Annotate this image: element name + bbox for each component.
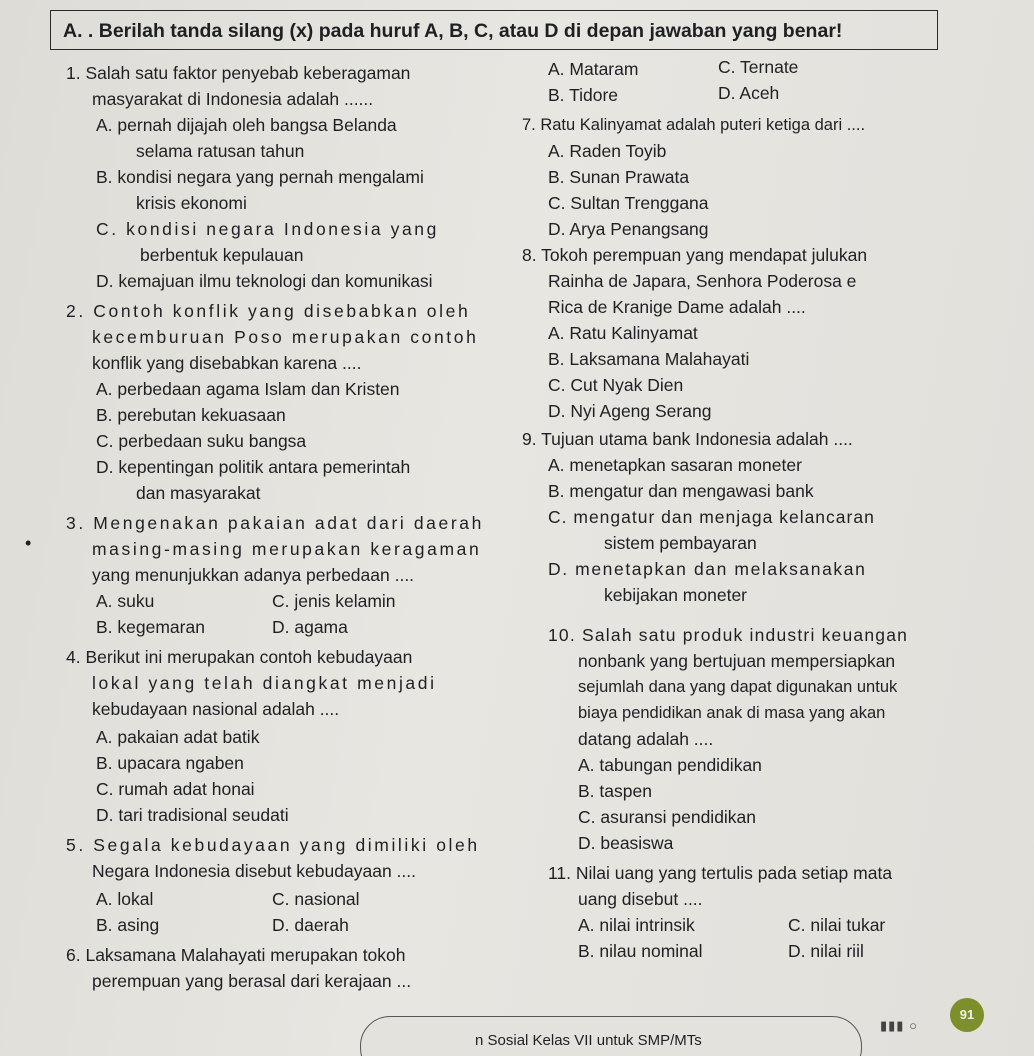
- q4-option-a[interactable]: A. pakaian adat batik: [96, 727, 260, 747]
- q2-stem-line2: kecemburuan Poso merupakan contoh: [92, 327, 479, 347]
- footer-book-title: n Sosial Kelas VII untuk SMP/MTs: [475, 1032, 702, 1049]
- q10-stem-line5: datang adalah ....: [578, 729, 714, 749]
- q9-option-b[interactable]: B. mengatur dan mengawasi bank: [548, 481, 814, 501]
- q9-option-a[interactable]: A. menetapkan sasaran moneter: [548, 455, 802, 475]
- q7-option-d[interactable]: D. Arya Penangsang: [548, 219, 709, 239]
- q10-option-b[interactable]: B. taspen: [578, 781, 652, 801]
- q9-stem-line1: 9. Tujuan utama bank Indonesia adalah ....: [522, 429, 853, 449]
- q8-stem-line2: Rainha de Japara, Senhora Poderosa e: [548, 271, 857, 291]
- q11-option-a[interactable]: A. nilai intrinsik: [578, 915, 695, 935]
- q11-stem-line1: 11. Nilai uang yang tertulis pada setiap mata: [548, 863, 893, 883]
- stray-dot: •: [25, 533, 32, 553]
- q11-option-b[interactable]: B. nilau nominal: [578, 941, 703, 961]
- q3-stem-line1: 3. Mengenakan pakaian adat dari daerah: [66, 513, 484, 533]
- q2-option-c[interactable]: C. perbedaan suku bangsa: [96, 431, 307, 451]
- q3-option-c[interactable]: C. jenis kelamin: [272, 591, 396, 611]
- q5-option-b[interactable]: B. asing: [96, 915, 160, 935]
- q5-option-c[interactable]: C. nasional: [272, 889, 360, 909]
- q10-option-a[interactable]: A. tabungan pendidikan: [578, 755, 762, 775]
- q11-stem-line2: uang disebut ....: [578, 889, 703, 909]
- q1-stem-line2: masyarakat di Indonesia adalah ......: [92, 89, 374, 109]
- q7-option-c[interactable]: C. Sultan Trenggana: [548, 193, 709, 213]
- q5-stem-line1: 5. Segala kebudayaan yang dimiliki oleh: [66, 835, 480, 855]
- q3-stem-line3: yang menunjukkan adanya perbedaan ....: [92, 565, 415, 585]
- q10-option-c[interactable]: C. asuransi pendidikan: [578, 807, 757, 827]
- q6-option-c[interactable]: C. Ternate: [718, 57, 799, 77]
- q11-option-d[interactable]: D. nilai riil: [788, 941, 864, 961]
- q10-stem-line3: sejumlah dana yang dapat digunakan untuk: [578, 678, 898, 696]
- q2-stem-line3: konflik yang disebabkan karena ....: [92, 353, 362, 373]
- q10-stem-line2: nonbank yang bertujuan mempersiapkan: [578, 651, 896, 671]
- q4-option-d[interactable]: D. tari tradisional seudati: [96, 805, 289, 825]
- q9-option-c-cont: sistem pembayaran: [604, 533, 757, 553]
- q10-stem-line1: 10. Salah satu produk industri keuangan: [548, 625, 909, 645]
- q6-stem-line1: 6. Laksamana Malahayati merupakan tokoh: [66, 945, 406, 965]
- q7-stem-line1: 7. Ratu Kalinyamat adalah puteri ketiga dari ....: [522, 116, 866, 134]
- q10-option-d[interactable]: D. beasiswa: [578, 833, 674, 853]
- q2-stem-line1: 2. Contoh konflik yang disebabkan oleh: [66, 301, 471, 321]
- q2-option-d-cont: dan masyarakat: [136, 483, 261, 503]
- q9-option-d[interactable]: D. menetapkan dan melaksanakan: [548, 559, 867, 579]
- q1-option-b-cont: krisis ekonomi: [136, 193, 247, 213]
- q1-option-b[interactable]: B. kondisi negara yang pernah mengalami: [96, 167, 424, 187]
- q1-option-a[interactable]: A. pernah dijajah oleh bangsa Belanda: [96, 115, 397, 135]
- q6-option-d[interactable]: D. Aceh: [718, 83, 780, 103]
- q1-option-d[interactable]: D. kemajuan ilmu teknologi dan komunikasi: [96, 271, 433, 291]
- page-number-badge: 91: [950, 998, 984, 1032]
- q6-stem-line2: perempuan yang berasal dari kerajaan ...: [92, 971, 412, 991]
- q8-stem-line3: Rica de Kranige Dame adalah ....: [548, 297, 806, 317]
- q4-option-c[interactable]: C. rumah adat honai: [96, 779, 255, 799]
- q6-option-a[interactable]: A. Mataram: [548, 59, 639, 79]
- q7-option-b[interactable]: B. Sunan Prawata: [548, 167, 690, 187]
- q10-stem-line4: biaya pendidikan anak di masa yang akan: [578, 704, 886, 722]
- q3-stem-line2: masing-masing merupakan keragaman: [92, 539, 482, 559]
- q3-option-a[interactable]: A. suku: [96, 591, 155, 611]
- q2-option-a[interactable]: A. perbedaan agama Islam dan Kristen: [96, 379, 400, 399]
- q5-option-a[interactable]: A. lokal: [96, 889, 154, 909]
- q3-option-d[interactable]: D. agama: [272, 617, 348, 637]
- q4-stem-line1: 4. Berikut ini merupakan contoh kebudayaan: [66, 647, 413, 667]
- q4-option-b[interactable]: B. upacara ngaben: [96, 753, 244, 773]
- q8-stem-line1: 8. Tokoh perempuan yang mendapat julukan: [522, 245, 868, 265]
- q6-option-b[interactable]: B. Tidore: [548, 85, 619, 105]
- q4-stem-line3: kebudayaan nasional adalah ....: [92, 699, 340, 719]
- q1-option-c[interactable]: C. kondisi negara Indonesia yang: [96, 219, 439, 239]
- q1-stem-line1: 1. Salah satu faktor penyebab keberagaman: [66, 63, 411, 83]
- q11-option-c[interactable]: C. nilai tukar: [788, 915, 886, 935]
- q8-option-a[interactable]: A. Ratu Kalinyamat: [548, 323, 698, 343]
- q5-stem-line2: Negara Indonesia disebut kebudayaan ....: [92, 861, 416, 881]
- q7-option-a[interactable]: A. Raden Toyib: [548, 141, 667, 161]
- q1-option-a-cont: selama ratusan tahun: [136, 141, 305, 161]
- q9-option-d-cont: kebijakan moneter: [604, 585, 747, 605]
- q3-option-b[interactable]: B. kegemaran: [96, 617, 205, 637]
- q9-option-c[interactable]: C. mengatur dan menjaga kelancaran: [548, 507, 875, 527]
- q8-option-b[interactable]: B. Laksamana Malahayati: [548, 349, 750, 369]
- footer-decoration-icon: ▮▮▮ ○: [880, 1018, 918, 1033]
- q8-option-d[interactable]: D. Nyi Ageng Serang: [548, 401, 712, 421]
- q8-option-c[interactable]: C. Cut Nyak Dien: [548, 375, 684, 395]
- q5-option-d[interactable]: D. daerah: [272, 915, 349, 935]
- q1-option-c-cont: berbentuk kepulauan: [140, 245, 304, 265]
- q2-option-d[interactable]: D. kepentingan politik antara pemerintah: [96, 457, 411, 477]
- q4-stem-line2: lokal yang telah diangkat menjadi: [92, 673, 437, 693]
- q2-option-b[interactable]: B. perebutan kekuasaan: [96, 405, 286, 425]
- instruction-box: A. . Berilah tanda silang (x) pada huruf A, B, C, atau D di depan jawaban yang benar!: [50, 10, 938, 50]
